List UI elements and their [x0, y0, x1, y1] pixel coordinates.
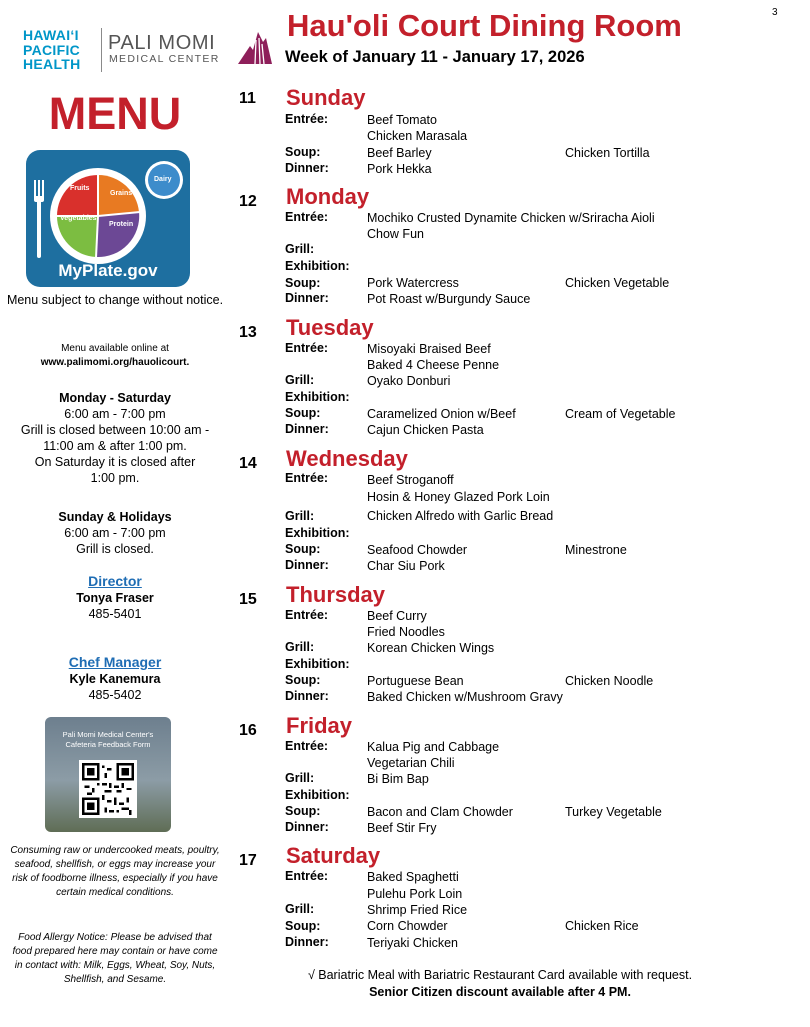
change-notice: Menu subject to change without notice.: [6, 293, 224, 307]
grill-label: Grill:: [285, 509, 315, 523]
entree-label: Entrée:: [285, 112, 329, 126]
fruits-label: Fruits: [70, 185, 90, 192]
dairy-label: Dairy: [154, 176, 172, 183]
exhibition-label: Exhibition:: [285, 390, 350, 404]
logo-divider: [101, 28, 102, 72]
dinner-item: Baked Chicken w/Mushroom Gravy: [367, 690, 563, 704]
entree-item: Beef Curry: [367, 609, 427, 623]
entree-label: Entrée:: [285, 341, 329, 355]
day-number: 16: [239, 722, 257, 739]
online-notice: [0, 342, 230, 370]
pali-momi-mountain-icon: [236, 28, 274, 66]
grill-item: Shrimp Fried Rice: [367, 903, 468, 917]
grill-item: Oyako Donburi: [367, 374, 451, 388]
dinner-item: Teriyaki Chicken: [367, 936, 459, 950]
director-phone: 485-5401: [88, 607, 142, 621]
day-name: Thursday: [286, 582, 386, 607]
myplate-brand: MyPlate.gov: [58, 261, 158, 280]
chef-name: Kyle Kanemura: [69, 672, 161, 686]
dinner-item: Char Siu Pork: [367, 559, 445, 573]
soup-label: Soup:: [285, 919, 321, 933]
exhibition-label: Exhibition:: [285, 788, 350, 802]
dinner-label: Dinner:: [285, 935, 329, 949]
hours-line: Grill is closed.: [76, 542, 154, 556]
entree-item: Pulehu Pork Loin: [367, 887, 463, 901]
entree-label: Entrée:: [285, 739, 329, 753]
day-name: Friday: [286, 713, 353, 738]
soup-item: Chicken Noodle: [565, 674, 654, 688]
qr-code-icon[interactable]: [79, 760, 137, 818]
soup-item: Turkey Vegetable: [565, 805, 662, 819]
soup-item: Chicken Vegetable: [565, 276, 670, 290]
pali-momi-name: PALI MOMI: [108, 32, 216, 54]
hours-line: 6:00 am - 7:00 pm: [64, 407, 166, 421]
soup-label: Soup:: [285, 542, 321, 556]
vegetables-label: Vegetables: [60, 215, 97, 222]
hours-line: 1:00 pm.: [90, 471, 140, 485]
director-name: Tonya Fraser: [76, 591, 154, 605]
director-heading[interactable]: Director: [88, 573, 142, 589]
senior-discount-note: Senior Citizen discount available after 4 PM.: [369, 985, 631, 999]
soup-label: Soup:: [285, 145, 321, 159]
day-name: Wednesday: [286, 446, 408, 471]
day-number: 15: [239, 591, 257, 608]
fork-icon: [34, 180, 44, 258]
dinner-label: Dinner:: [285, 161, 329, 175]
entree-item: Mochiko Crusted Dynamite Chicken w/Sriracha Aioli: [367, 211, 655, 225]
hours-line: Grill is closed between 10:00 am -: [20, 423, 210, 437]
entree-item: Misoyaki Braised Beef: [367, 342, 491, 356]
exhibition-label: Exhibition:: [285, 657, 350, 671]
hph-line: HAWAIʻI: [23, 27, 79, 43]
day-number: 14: [239, 455, 257, 472]
day-number: 13: [239, 324, 257, 341]
feedback-card-title: [45, 730, 171, 750]
week-subtitle: Week of January 11 - January 17, 2026: [285, 48, 585, 66]
hours-line: 6:00 am - 7:00 pm: [64, 526, 166, 540]
grill-label: Grill:: [285, 771, 315, 785]
grill-label: Grill:: [285, 640, 315, 654]
protein-label: Protein: [109, 221, 134, 228]
page-number: 3: [772, 7, 778, 18]
exhibition-label: Exhibition:: [285, 526, 350, 540]
feedback-card-line: Cafeteria Feedback Form: [65, 740, 151, 749]
weekday-hours: [0, 390, 230, 486]
entree-item: Fried Noodles: [367, 625, 445, 639]
dinner-item: Pork Hekka: [367, 162, 432, 176]
entree-item: Beef Stroganoff: [367, 473, 454, 487]
soup-label: Soup:: [285, 673, 321, 687]
url-period: .: [186, 357, 190, 368]
soup-item: Cream of Vegetable: [565, 407, 676, 421]
day-number: 11: [239, 90, 256, 107]
consumption-warning: Consuming raw or undercooked meats, poultry, seafood, shellfish, or eggs may increase your risk of foodborne illness, especially if you have certain medical conditions.: [10, 845, 220, 898]
entree-item: Kalua Pig and Cabbage: [367, 740, 500, 754]
soup-item: Chicken Tortilla: [565, 146, 650, 160]
day-name: Monday: [286, 184, 370, 209]
page-title: Hau'oli Court Dining Room: [287, 8, 682, 43]
exhibition-label: Exhibition:: [285, 259, 350, 273]
hph-line: PACIFIC: [23, 41, 81, 58]
soup-item: Caramelized Onion w/Beef: [367, 407, 516, 421]
dinner-label: Dinner:: [285, 689, 329, 703]
soup-item: Chicken Rice: [565, 919, 639, 933]
dinner-item: Pot Roast w/Burgundy Sauce: [367, 292, 531, 306]
allergy-notice: Food Allergy Notice: Please be advised that food prepared here may contain or have come in contact with: Milk, Eggs, Wheat, Soy, Nuts, Shellfish, and Sesame.: [12, 932, 218, 985]
soup-item: Portuguese Bean: [367, 674, 464, 688]
entree-item: Baked Spaghetti: [367, 870, 459, 884]
entree-item: Vegetarian Chili: [367, 756, 455, 770]
menu-heading: MENU: [48, 88, 182, 139]
online-line: Menu available online at: [61, 343, 169, 354]
day-name: Tuesday: [286, 315, 374, 340]
grill-label: Grill:: [285, 373, 315, 387]
dinner-label: Dinner:: [285, 422, 329, 436]
soup-item: Bacon and Clam Chowder: [367, 805, 513, 819]
menu-url-link[interactable]: www.palimomi.org/hauolicourt: [40, 357, 187, 368]
dinner-item: Beef Stir Fry: [367, 821, 437, 835]
hawaii-pacific-health-logo: [23, 28, 81, 72]
director-contact: [0, 573, 230, 622]
hours-line: 11:00 am & after 1:00 pm.: [43, 439, 187, 453]
chef-contact: [0, 654, 230, 703]
soup-item: Corn Chowder: [367, 919, 448, 933]
hospital-logo: [23, 28, 275, 74]
grill-item: Korean Chicken Wings: [367, 641, 495, 655]
medical-center-label: MEDICAL CENTER: [109, 53, 220, 65]
feedback-form-card[interactable]: [45, 717, 171, 832]
online-url-line: [0, 356, 230, 370]
entree-label: Entrée:: [285, 210, 329, 224]
day-number: 12: [239, 193, 257, 210]
dinner-label: Dinner:: [285, 820, 329, 834]
grill-label: Grill:: [285, 902, 315, 916]
grill-item: Chicken Alfredo with Garlic Bread: [367, 509, 554, 523]
soup-label: Soup:: [285, 276, 321, 290]
grill-item: Bi Bim Bap: [367, 772, 429, 786]
dinner-label: Dinner:: [285, 558, 329, 572]
soup-item: Minestrone: [565, 543, 627, 557]
entree-label: Entrée:: [285, 471, 329, 485]
grill-label: Grill:: [285, 242, 315, 256]
soup-label: Soup:: [285, 406, 321, 420]
dinner-label: Dinner:: [285, 291, 329, 305]
soup-item: Pork Watercress: [367, 276, 459, 290]
feedback-card-line: Pali Momi Medical Center's: [62, 730, 154, 739]
weekday-hours-heading: Monday - Saturday: [59, 391, 171, 405]
grains-label: Grains: [110, 190, 133, 197]
day-number: 17: [239, 852, 257, 869]
day-name: Saturday: [286, 843, 381, 868]
hours-line: On Saturday it is closed after: [34, 455, 196, 469]
soup-label: Soup:: [285, 804, 321, 818]
soup-item: Beef Barley: [367, 146, 432, 160]
bariatric-note: √ Bariatric Meal with Bariatric Restaurant Card available with request.: [307, 968, 693, 982]
soup-item: Seafood Chowder: [367, 543, 468, 557]
entree-item: Chow Fun: [367, 227, 424, 241]
entree-item: Hosin & Honey Glazed Pork Loin: [367, 490, 550, 504]
weekend-hours-heading: Sunday & Holidays: [58, 510, 172, 524]
hph-line: HEALTH: [23, 56, 81, 72]
weekend-hours: [0, 509, 230, 557]
chef-heading[interactable]: Chef Manager: [68, 654, 162, 670]
entree-item: Baked 4 Cheese Penne: [367, 358, 500, 372]
chef-phone: 485-5402: [88, 688, 142, 702]
dinner-item: Cajun Chicken Pasta: [367, 423, 484, 437]
day-name: Sunday: [286, 85, 366, 110]
entree-item: Chicken Marasala: [367, 129, 468, 143]
entree-item: Beef Tomato: [367, 113, 437, 127]
entree-label: Entrée:: [285, 608, 329, 622]
myplate-graphic: [26, 150, 190, 287]
entree-label: Entrée:: [285, 869, 329, 883]
